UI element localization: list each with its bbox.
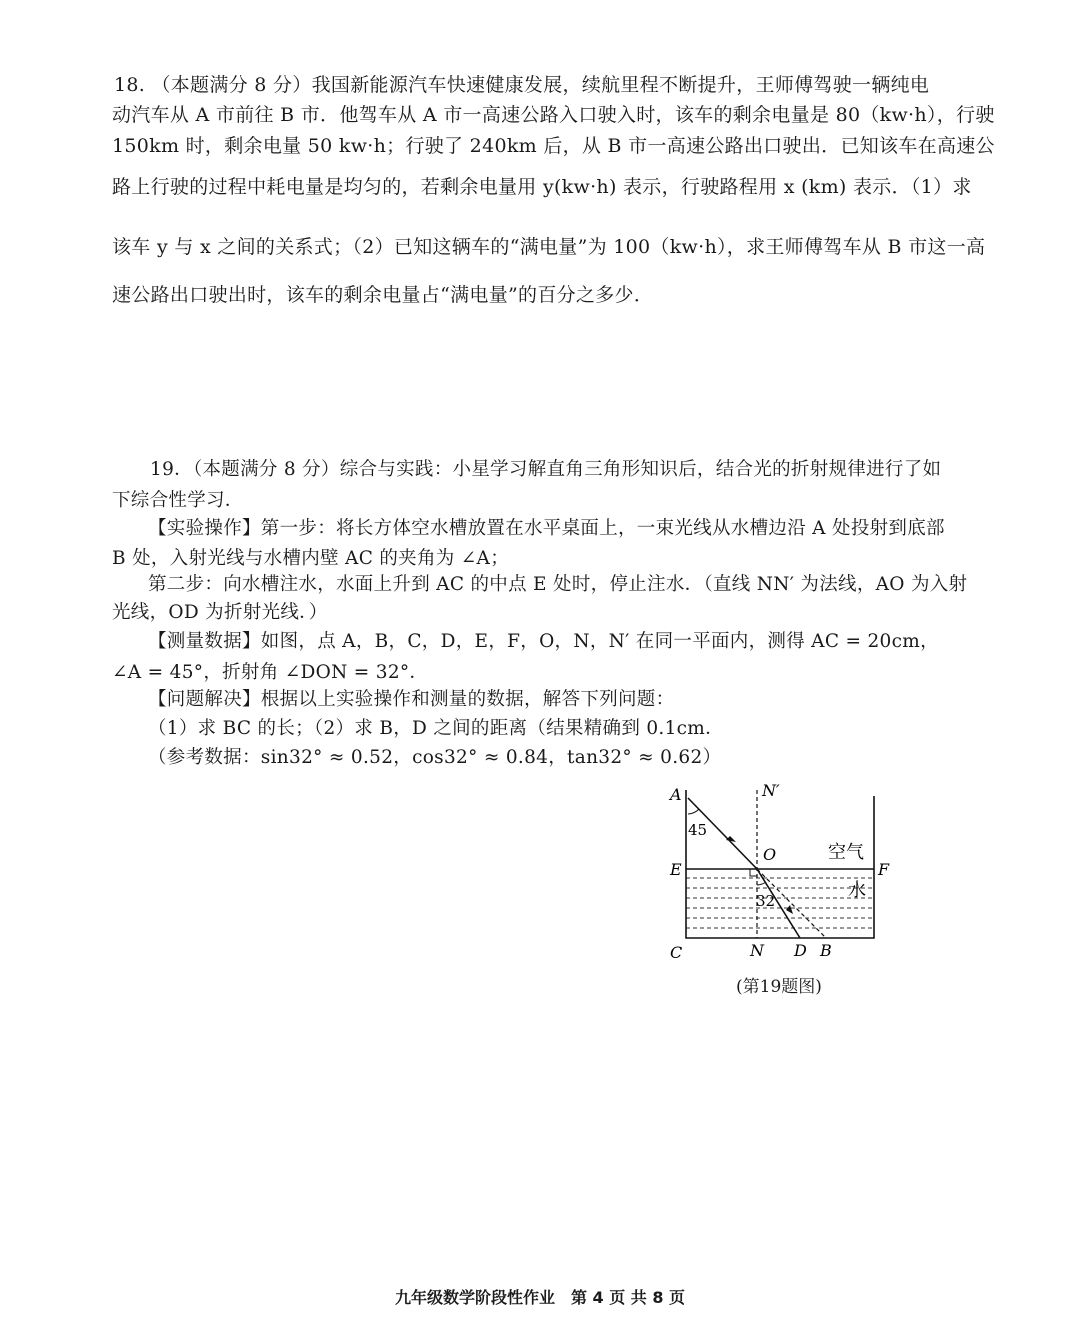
label-O: O (763, 845, 777, 864)
q19-line-6: 光线，OD 为折射光线．） (112, 602, 328, 623)
q18-line-3: 150km 时，剩余电量 50 kw·h；行驶了 240km 后，从 B 市一高速公路出口驶出．已知该车在高速公 (112, 135, 995, 157)
label-N-prime: N′ (762, 781, 780, 800)
q19-line-3: 【实验操作】第一步：将长方体空水槽放置在水平桌面上，一束光线从水槽边沿 A 处投射到底部 (148, 518, 945, 539)
label-F: F (878, 860, 890, 879)
angle-45-arc (688, 809, 699, 814)
label-water: 水 (848, 880, 866, 901)
q19-line-4: B 处，入射光线与水槽内壁 AC 的夹角为 ∠A； (112, 548, 509, 569)
q18-line-4: 路上行驶的过程中耗电量是均匀的，若剩余电量用 y(kw·h) 表示，行驶路程用 x (km) 表示．（1）求 (112, 176, 972, 198)
refracted-arrow (786, 905, 793, 914)
q19-line-7: 【测量数据】如图，点 A，B，C，D，E，F，O，N，N′ 在同一平面内，测得 AC = 20cm， (148, 631, 939, 652)
q18-line-5: 该车 y 与 x 之间的关系式；（2）已知这辆车的“满电量”为 100（kw·h），求王师傅驾车从 B 市这一高 (112, 236, 986, 258)
label-air: 空气 (828, 842, 864, 863)
q19-line-1: 19．（本题满分 8 分）综合与实践：小星学习解直角三角形知识后，结合光的折射规律进行了如 (150, 459, 942, 480)
q18-line-1: 18. （本题满分 8 分）我国新能源汽车快速健康发展，续航里程不断提升，王师傅驾驶一辆纯电 (114, 74, 930, 96)
label-45: 45 (688, 821, 708, 839)
q18-line-2: 动汽车从 A 市前往 B 市．他驾车从 A 市一高速公路入口驶入时，该车的剩余电量是 80（kw·h），行驶 (112, 104, 995, 126)
figure-19 (660, 778, 900, 968)
right-angle-mark (750, 869, 757, 876)
q18-line-6: 速公路出口驶出时，该车的剩余电量占“满电量”的百分之多少． (112, 284, 654, 306)
label-A: A (670, 785, 682, 804)
label-32: 32 (756, 892, 776, 910)
q19-line-9: 【问题解决】根据以上实验操作和测量的数据，解答下列问题： (148, 689, 675, 710)
tank-walls (686, 790, 874, 938)
q19-line-8: ∠A = 45°，折射角 ∠DON = 32°． (112, 662, 429, 683)
page-footer: 九年级数学阶段性作业 第 4 页 共 8 页 (394, 1288, 686, 1307)
label-N: N (750, 941, 764, 960)
q19-line-5: 第二步：向水槽注水，水面上升到 AC 的中点 E 处时，停止注水．（直线 NN′ 为法线，AO 为入射 (148, 574, 968, 595)
refraction-diagram (660, 778, 900, 968)
q19-line-2: 下综合性学习． (112, 490, 244, 511)
angle-32-arc (757, 882, 766, 885)
figure-caption: (第19题图) (736, 977, 822, 997)
label-E: E (670, 860, 682, 879)
q19-line-10: （1）求 BC 的长；（2）求 B，D 之间的距离（结果精确到 0.1cm． (148, 718, 724, 739)
q19-line-11: （参考数据：sin32° ≈ 0.52，cos32° ≈ 0.84，tan32° ≈ 0.62） (148, 747, 722, 768)
label-C: C (670, 943, 683, 962)
label-B: B (820, 941, 832, 960)
label-D: D (794, 941, 807, 960)
